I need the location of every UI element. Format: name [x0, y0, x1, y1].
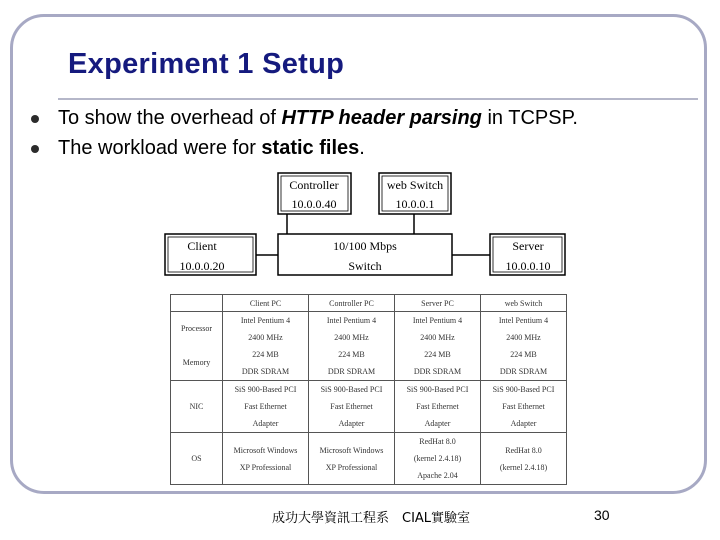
table-cell: SiS 900-Based PCI Fast Ethernet Adapter [481, 381, 567, 433]
title-divider [58, 98, 698, 100]
table-row [171, 381, 567, 433]
table-header-cell: Server PC [395, 295, 481, 312]
table-header-cell: Client PC [223, 295, 309, 312]
switch-label: 10/100 Mbps [333, 239, 397, 253]
client-node [165, 234, 256, 275]
server-node [490, 234, 565, 275]
bullet-emphasis: static files [261, 137, 360, 159]
server-ip: 10.0.0.10 [505, 259, 551, 273]
table-header-row [171, 295, 567, 312]
switch-sublabel: Switch [348, 259, 382, 273]
table-cell: RedHat 8.0 (kernel 2.4.18) Apache 2.04 [395, 433, 481, 485]
client-ip: 10.0.0.20 [179, 259, 225, 273]
table-cell: RedHat 8.0 (kernel 2.4.18) [481, 433, 567, 485]
table-cell: SiS 900-Based PCI Fast Ethernet Adapter [395, 381, 481, 433]
web-switch-label: web Switch [386, 178, 444, 192]
table-cell: Intel Pentium 4 2400 MHz 224 MB DDR SDRAM [223, 312, 309, 381]
table-cell: SiS 900-Based PCI Fast Ethernet Adapter [309, 381, 395, 433]
table-cell: Intel Pentium 4 2400 MHz 224 MB DDR SDRAM [395, 312, 481, 381]
server-label: Server [512, 239, 544, 253]
web-switch-ip: 10.0.0.1 [395, 197, 435, 211]
controller-label: Controller [289, 178, 339, 192]
bullet-text: in TCPSP. [481, 107, 578, 129]
table-row [171, 312, 567, 381]
web-switch-node [379, 173, 451, 214]
client-label: Client [187, 239, 217, 253]
table-cell: SiS 900-Based PCI Fast Ethernet Adapter [223, 381, 309, 433]
table-header-cell: Controller PC [309, 295, 395, 312]
page-number: 30 [594, 507, 610, 523]
bullet-text: The workload were for [58, 137, 262, 159]
table-header-cell [171, 295, 223, 312]
table-header-cell: web Switch [481, 295, 567, 312]
table-cell: Intel Pentium 4 2400 MHz 224 MB DDR SDRAM [309, 312, 395, 381]
switch-node [278, 234, 452, 275]
table-cell: Microsoft Windows XP Professional [223, 433, 309, 485]
hardware-spec-table [170, 294, 567, 485]
bullet-list [30, 103, 578, 163]
bullet-text: . [359, 137, 365, 159]
bullet-item [30, 103, 578, 133]
table-cell: Microsoft Windows XP Professional [309, 433, 395, 485]
bullet-dot-icon [31, 115, 39, 123]
bullet-dot-icon [31, 145, 39, 153]
table-cell: Intel Pentium 4 2400 MHz 224 MB DDR SDRAM [481, 312, 567, 381]
controller-ip: 10.0.0.40 [291, 197, 337, 211]
bullet-text: To show the overhead of [58, 107, 282, 129]
footer-label: 成功大學資訊工程系 CIAL實驗室 [272, 511, 471, 526]
bullet-emphasis: HTTP header parsing [281, 107, 482, 129]
bullet-item [30, 133, 578, 163]
controller-node [278, 173, 351, 214]
table-row-label: Processor Memory [171, 312, 223, 381]
table-row [171, 433, 567, 485]
network-diagram [160, 166, 580, 281]
table-row-label: NIC [171, 381, 223, 433]
table-row-label: OS [171, 433, 223, 485]
slide-title: Experiment 1 Setup [68, 48, 345, 80]
